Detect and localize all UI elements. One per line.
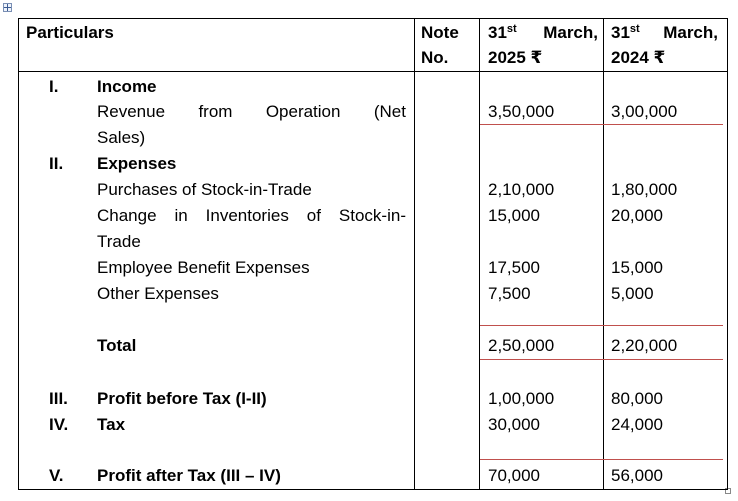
revenue-word: (Net bbox=[373, 102, 406, 121]
revenue-word: from bbox=[198, 102, 233, 121]
employee-2025: 17,500 bbox=[488, 258, 540, 277]
other-2024: 5,000 bbox=[611, 284, 654, 303]
change-label-line2: Trade bbox=[97, 232, 141, 251]
employee-label: Employee Benefit Expenses bbox=[97, 258, 310, 277]
change-word: of bbox=[306, 206, 321, 225]
revenue-label-line2: Sales) bbox=[97, 128, 146, 147]
purchases-2025: 2,10,000 bbox=[488, 180, 555, 199]
income-number: I. bbox=[49, 77, 59, 96]
change-word: Inventories bbox=[205, 206, 289, 225]
total-label: Total bbox=[97, 336, 137, 355]
pbt-2024: 80,000 bbox=[611, 389, 663, 408]
rule-after-total bbox=[480, 359, 723, 360]
change-word: Change bbox=[97, 206, 157, 225]
change-2025: 15,000 bbox=[488, 206, 540, 225]
tax-label: Tax bbox=[97, 415, 126, 434]
rule-before-total bbox=[480, 325, 723, 326]
header-2025-month: March, bbox=[543, 23, 598, 42]
total-2024: 2,20,000 bbox=[611, 336, 678, 355]
expenses-heading: Expenses bbox=[97, 154, 177, 173]
column-divider-2025 bbox=[603, 18, 604, 490]
header-2025-line1 bbox=[488, 23, 598, 43]
pat-number: V. bbox=[49, 466, 64, 485]
pat-2024: 56,000 bbox=[611, 466, 663, 485]
tax-2024: 24,000 bbox=[611, 415, 663, 434]
pbt-number: III. bbox=[49, 389, 68, 408]
change-word: in bbox=[174, 206, 188, 225]
tax-number: IV. bbox=[49, 415, 69, 434]
rule-after-revenue bbox=[480, 124, 723, 125]
purchases-2024: 1,80,000 bbox=[611, 180, 678, 199]
change-label-line1 bbox=[97, 206, 406, 226]
revenue-2025: 3,50,000 bbox=[488, 102, 555, 121]
change-2024: 20,000 bbox=[611, 206, 663, 225]
change-word: Stock-in- bbox=[338, 206, 406, 225]
other-label: Other Expenses bbox=[97, 284, 219, 303]
employee-2024: 15,000 bbox=[611, 258, 663, 277]
header-2024-line1 bbox=[611, 23, 718, 43]
header-2024-month: March, bbox=[663, 23, 718, 42]
revenue-2024: 3,00,000 bbox=[611, 102, 678, 121]
header-2025-year: 2025 ₹ bbox=[488, 48, 543, 67]
revenue-word: Revenue bbox=[97, 102, 166, 121]
purchases-label: Purchases of Stock-in-Trade bbox=[97, 180, 312, 199]
pat-2025: 70,000 bbox=[488, 466, 540, 485]
header-2024-year: 2024 ₹ bbox=[611, 48, 666, 67]
pbt-2025: 1,00,000 bbox=[488, 389, 555, 408]
tax-2025: 30,000 bbox=[488, 415, 540, 434]
header-2025-day: 31 bbox=[488, 23, 507, 42]
expenses-number: II. bbox=[49, 154, 64, 173]
header-divider bbox=[18, 71, 728, 72]
table-move-handle-icon[interactable] bbox=[3, 3, 12, 12]
other-2025: 7,500 bbox=[488, 284, 531, 303]
pat-label: Profit after Tax (III – IV) bbox=[97, 466, 281, 485]
header-note-line1: Note bbox=[421, 23, 459, 42]
rule-before-pat bbox=[480, 459, 723, 460]
total-2025: 2,50,000 bbox=[488, 336, 555, 355]
header-2024-day: 31 bbox=[611, 23, 630, 42]
revenue-word: Operation bbox=[265, 102, 341, 121]
income-heading: Income bbox=[97, 77, 157, 96]
header-2024-suffix: st bbox=[629, 23, 640, 35]
column-divider-particulars bbox=[414, 18, 415, 490]
pbt-label: Profit before Tax (I-II) bbox=[97, 389, 267, 408]
column-divider-note bbox=[479, 18, 480, 490]
header-particulars: Particulars bbox=[26, 23, 114, 42]
revenue-label-line1 bbox=[97, 102, 406, 122]
header-note-line2: No. bbox=[421, 48, 449, 67]
header-2025-suffix: st bbox=[506, 23, 517, 35]
